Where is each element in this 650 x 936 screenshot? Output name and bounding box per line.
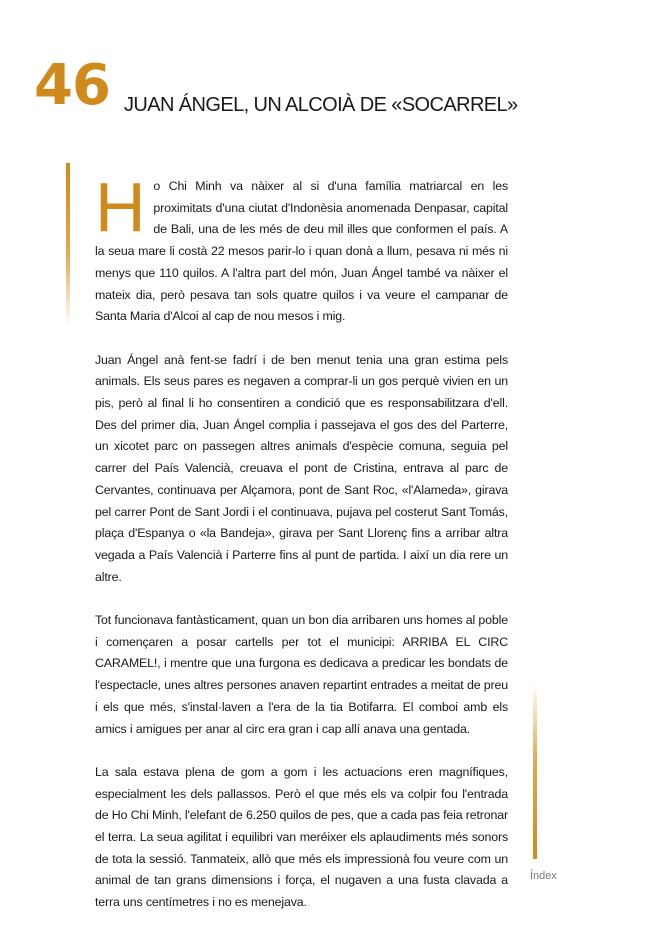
decorative-bar-left <box>66 163 70 325</box>
paragraph-4: La sala estava plena de gom a gom i les actuacions eren magnífiques, especialment les dels pallassos. Però el que més els va colpir fou l'entrada de Ho Chi Minh, l'elefant de 6.250 quilos de pes, que a cada pas feia retronar el terra. La seua agilitat i equilibri van meréixer els aplaudiments més sonors de tota la sessió. Tanmateix, allò que més els impressionà fou veure com un animal de tan grans dimensions i força, el nugaven a una fusta clavada a terra uns centímetres i no es menejava. <box>95 764 508 910</box>
paragraph-2: Juan Ángel anà fent-se fadrí i de ben menut tenia una gran estima pels animals. Els seus pares es negaven a comprar-li un gos perquè vivien en un pis, però al final li ho consentiren a condició que es responsabilitzara d'ell. Des del primer dia, Juan Ángel complia i passejava el gos des del Parterre, un xicotet parc on passegen altres animals d'espècie comuna, seguia pel carrer del País Valencià, creuava el pont de Cristina, entrava al parc de Cervantes, continuava per Alçamora, pont de Sant Roc, «l'Alameda», girava pel carrer Pont de Sant Jordi i el continuava, pujava pel costerut Sant Tomás, plaça d'Espanya o «la Bandeja», girava per Sant Llorenç fins a arribar altra vegada a País Valencià i Parterre fins al punt de partida. I així un dia rere un altre. <box>95 352 508 584</box>
dropcap: H <box>95 168 146 246</box>
body-text <box>95 168 508 936</box>
index-link[interactable]: Índex <box>530 870 557 882</box>
chapter-number: 46 <box>34 53 110 118</box>
paragraph-1-text: o Chi Minh va nàixer al si d'una família matriarcal en les proximitats d'una ciutat d'Indonèsia anomenada Denpasar, capital de Bali, una de les més de deu mil illes que conformen el país. A la seua mare li costà 22 mesos parir-lo i quan donà a llum, pesava ni més ni menys que 110 quilos. A l'altra part del món, Juan Ángel també va nàixer el mateix dia, però pesava tan sols quatre quilos i va veure el campanar de Santa Maria d'Alcoi al cap de nou mesos i mig. <box>95 179 508 324</box>
chapter-title: JUAN ÁNGEL, UN ALCOIÀ DE «SOCARREL» <box>124 94 518 116</box>
decorative-bar-right <box>533 683 537 859</box>
paragraph-1 <box>95 168 508 328</box>
paragraph-3: Tot funcionava fantàsticament, quan un bon dia arribaren uns homes al poble i començaren a posar cartells per tot el municipi: ARRIBA EL CIRC CARAMEL!, i mentre que una furgona es dedicava a predicar les bondats de l'espectacle, unes altres persones anaven repartint entrades a meitat de preu i els que més, s'instal·laven a l'era de la tia Botifarra. El comboi amb els amics i amigues per anar al circ era gran i cap allí anava una gentada. <box>95 613 508 736</box>
